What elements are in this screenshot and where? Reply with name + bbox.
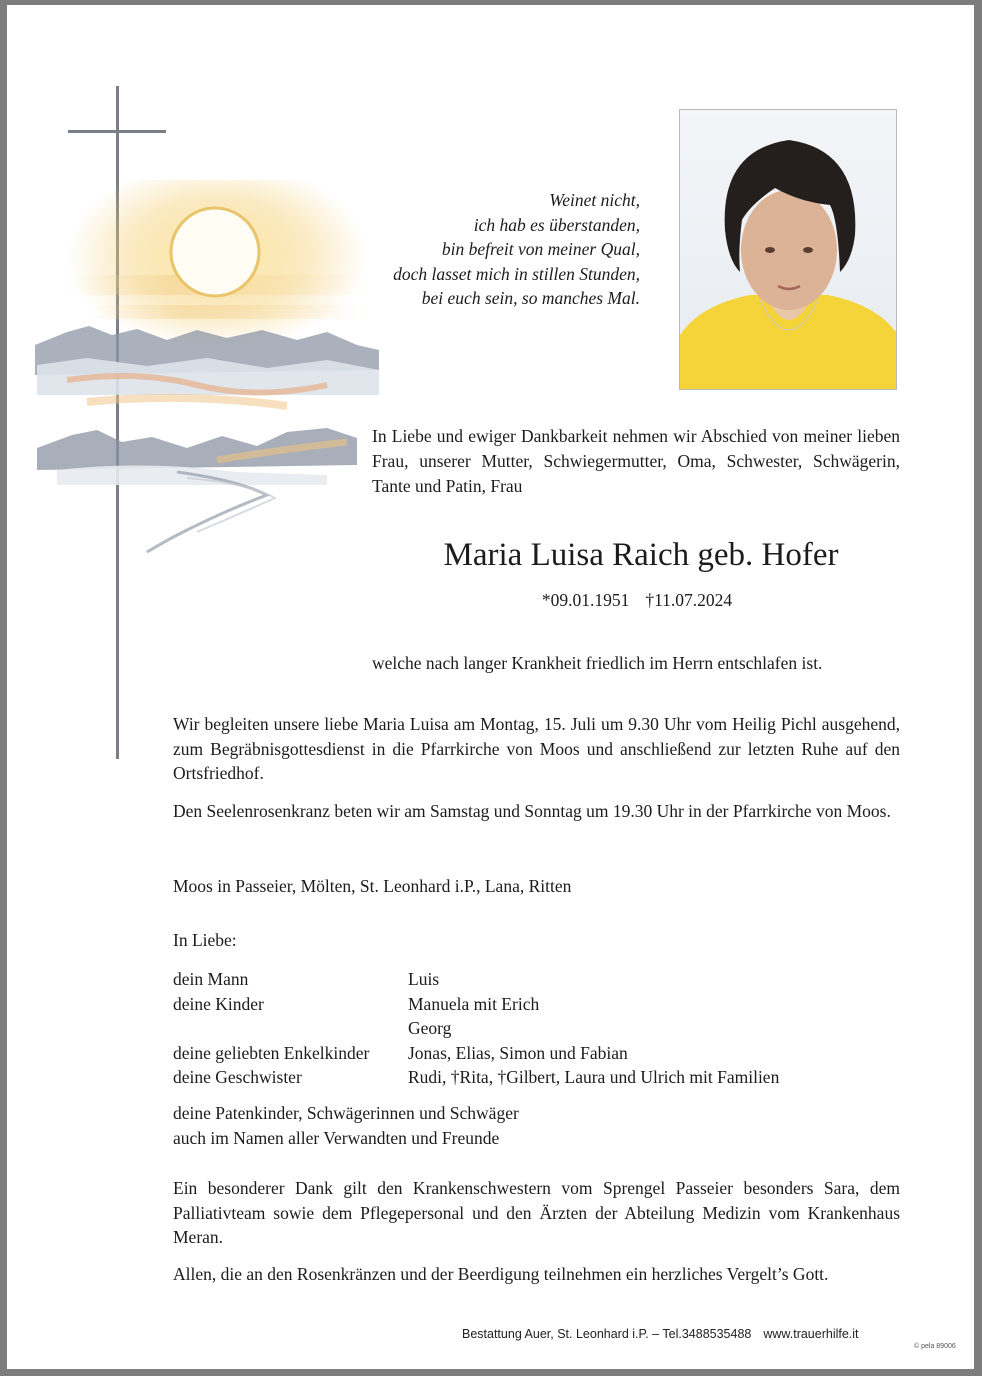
- family-row: [173, 1065, 779, 1090]
- website-link[interactable]: www.trauerhilfe.it: [763, 1327, 859, 1341]
- family-row: [173, 992, 779, 1017]
- poem-line: ich hab es überstanden,: [473, 214, 640, 235]
- death-date: †11.07.2024: [645, 590, 733, 610]
- poem-line: bei euch sein, so manches Mal.: [421, 288, 640, 308]
- print-code: © pela 89006: [914, 1343, 956, 1350]
- poem-line: doch lasset mich in stillen Stunden,: [393, 263, 640, 284]
- family-row: [173, 1041, 779, 1066]
- life-dates: [307, 590, 967, 611]
- family-row: [173, 1016, 779, 1041]
- extra-family-line: deine Patenkinder, Schwägerinnen und Schwäger: [173, 1103, 519, 1123]
- sunset-landscape-illustration: [27, 180, 387, 565]
- passed-away-text: welche nach langer Krankheit friedlich im Herrn entschlafen ist.: [372, 653, 823, 673]
- in-liebe-heading: In Liebe:: [173, 930, 237, 950]
- poem: [337, 188, 640, 311]
- family-names: Manuela mit Erich: [408, 993, 540, 1014]
- portrait-photo: [679, 109, 897, 390]
- extra-family-line: auch im Namen aller Verwandten und Freunde: [173, 1127, 500, 1148]
- poem-line: Weinet nicht,: [549, 190, 640, 210]
- family-names: Georg: [408, 1018, 452, 1038]
- poem-line: bin befreit von meiner Qual,: [441, 239, 640, 259]
- family-list: [173, 967, 779, 1090]
- thanks-text: Ein besonderer Dank gilt den Krankenschwestern vom Sprengel Passeier besonders Sara, dem Palliativteam sowie dem Pflegepersonal und den Ärzten der Abteilung Medizin vom Krankenhaus Meran.: [173, 1178, 900, 1247]
- family-names: Rudi, †Rita, †Gilbert, Laura und Ulrich mit Familien: [408, 1067, 780, 1087]
- rosary-details: Den Seelenrosenkranz beten wir am Samstag und Sonntag um 19.30 Uhr in der Pfarrkirche von Moos.: [173, 801, 891, 821]
- intro-text: In Liebe und ewiger Dankbarkeit nehmen wir Abschied von meiner lieben Frau, unserer Mutter, Schwiegermutter, Oma, Schwester, Schwägerin, Tante und Patin, Frau: [372, 426, 900, 496]
- family-relation: [173, 1016, 408, 1041]
- cross-horizontal-beam: [68, 130, 166, 133]
- parte-page: [7, 5, 974, 1369]
- family-relation: deine geliebten Enkelkinder: [173, 1042, 370, 1063]
- family-relation: deine Kinder: [173, 993, 264, 1014]
- funeral-home: Bestattung Auer, St. Leonhard i.P. – Tel.3488535488: [462, 1327, 752, 1341]
- deceased-name: Maria Luisa Raich geb. Hofer: [443, 537, 839, 573]
- family-names: Luis: [408, 969, 440, 989]
- footer: [462, 1327, 859, 1341]
- family-row: [173, 967, 779, 992]
- mourner-places: Moos in Passeier, Mölten, St. Leonhard i.P., Lana, Ritten: [173, 876, 572, 896]
- portrait-image: [680, 110, 897, 390]
- family-relation: dein Mann: [173, 969, 249, 989]
- birth-date: *09.01.1951: [541, 590, 630, 610]
- closing-text: Allen, die an den Rosenkränzen und der Beerdigung teilnehmen ein herzliches Vergelt’s Gott.: [173, 1264, 829, 1284]
- funeral-details: Wir begleiten unsere liebe Maria Luisa am Montag, 15. Juli um 9.30 Uhr vom Heilig Pichl ausgehend, zum Begräbnisgottesdienst in die Pfarrkirche von Moos und anschließend zur letzten Ruhe auf den Ortsfriedhof.: [173, 714, 900, 783]
- extra-family: [173, 1101, 519, 1150]
- family-names: Jonas, Elias, Simon und Fabian: [408, 1042, 628, 1063]
- family-relation: deine Geschwister: [173, 1067, 302, 1087]
